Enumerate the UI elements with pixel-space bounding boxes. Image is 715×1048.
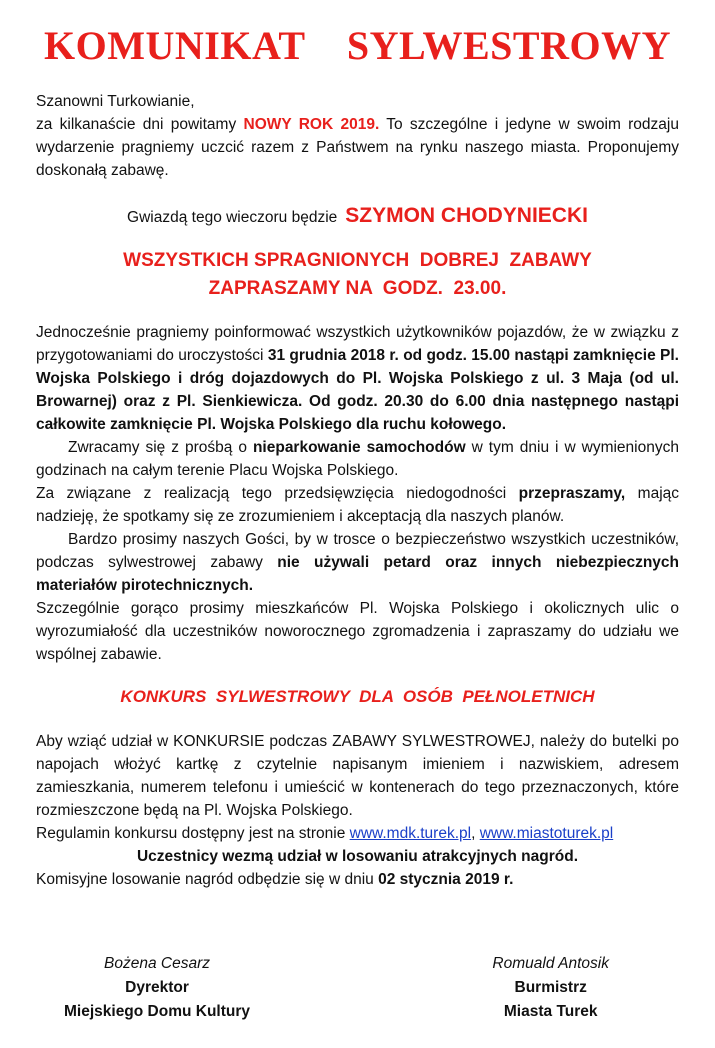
no-parking-bold: nieparkowanie samochodów [252,439,466,456]
mdk-link[interactable]: www.mdk.turek.pl [349,825,472,842]
page [0,24,715,1048]
notice-paragraph-parking [36,436,679,482]
intro-section [36,90,679,182]
notice-text: Jednocześnie pragniemy poinformować wszystkich użytkowników pojazdów, że w związku z przygotowaniami do uroczystości [36,324,679,364]
fireworks-bold: nie używali petard oraz innych niebezpiecznych materiałów pirotechnicznych. [36,554,680,594]
signature-left-org: Miejskiego Domu Kultury [64,1003,251,1020]
draw-line [36,868,679,891]
star-line [36,204,679,229]
new-year-highlight: NOWY ROK 2019. [243,116,380,133]
notice-paragraph-residents: Szczególnie gorąco prosimy mieszkańców Pl. Wojska Polskiego i okolicznych ulic o wyrozumiałość dla uczestników noworocznego zgromadzenia i zapraszamy do udziału we wspólnej zabawie. [36,600,679,663]
star-label: Gwiazdą tego wieczoru będzie [127,209,338,226]
contest-rules-line [36,822,679,845]
intro-text-2: To szczególne i jedyne w swoim rodzaju wydarzenie pragniemy uczcić razem z Państwem na rynku naszego miasta. Proponujemy doskonałą zabawę. [36,116,679,179]
signature-right-role: Burmistrz [514,979,587,996]
signature-right-org: Miasta Turek [503,1003,598,1020]
signature-right-name: Romuald Antosik [492,955,609,972]
invitation-line-2: ZAPRASZAMY NA GODZ. 23.00. [208,278,507,299]
greeting: Szanowni Turkowianie, [36,93,195,110]
signature-right [492,952,609,1024]
signature-left-name: Bożena Cesarz [104,955,210,972]
contest-heading: KONKURS SYLWESTROWY DLA OSÓB PEŁNOLETNICH [120,687,595,706]
draw-text: Komisyjne losowanie nagród odbędzie się w dniu [36,871,379,888]
notice-text: Zwracamy się z prośbą o [68,439,253,456]
notice-paragraph-apology [36,482,679,528]
star-name: SZYMON CHODYNIECKI [345,204,588,227]
invitation-heading [36,247,679,303]
notice-text: Bardzo prosimy naszych Gości, by w trosce o bezpieczeństwo wszystkich uczestników, podczas sylwestrowej zabawy [36,531,679,571]
notice-text: w tym dniu i w wymienionych godzinach na całym terenie Placu Wojska Polskiego. [36,439,679,479]
signature-left [64,952,250,1024]
signature-left-role: Dyrektor [125,979,189,996]
notice-paragraph-fireworks [36,528,679,597]
intro-text-1: za kilkanaście dni powitamy [36,116,244,133]
link-separator: , [471,825,480,842]
intro-paragraph [36,113,679,182]
rules-text: Regulamin konkursu dostępny jest na stronie [36,825,350,842]
notice-section [36,321,679,666]
miastoturek-link[interactable]: www.miastoturek.pl [479,825,614,842]
page-title: KOMUNIKAT SYLWESTROWY [44,23,671,68]
invitation-line-1: WSZYSTKICH SPRAGNIONYCH DOBREJ ZABAWY [123,250,592,271]
notice-text: mając nadzieję, że spotkamy się ze zrozumieniem i akceptacją dla naszych planów. [36,485,680,525]
contest-paragraph: Aby wziąć udział w KONKURSIE podczas ZABAWY SYLWESTROWEJ, należy do butelki po napojach włożyć kartkę z czytelnie napisanym imieniem i nazwiskiem, adresem zamieszkania, numerem telefonu i umieścić w kontenerach do tego przeznaczonych, które rozmieszczone będą na Pl. Wojska Polskiego. [36,733,679,819]
notice-paragraph-closure [36,321,679,436]
notice-text: Za związane z realizacją tego przedsięwzięcia niedogodności [36,485,519,502]
notice-closure-bold: 31 grudnia 2018 r. od godz. 15.00 nastąpi zamknięcie Pl. Wojska Polskiego i dróg dojazdowych do Pl. Wojska Polskiego z ul. 3 Maja (od ul. Browarnej) oraz z Pl. Sienkiewicza. Od godz. 20.30 do 6.00 dnia następnego nastąpi całkowite zamknięcie Pl. Wojska Polskiego dla ruchu kołowego. [36,347,679,433]
signatures [36,952,679,1024]
apology-bold: przepraszamy, [518,485,626,502]
draw-date: 02 stycznia 2019 r. [378,871,514,888]
contest-section [36,730,679,891]
prizes-line: Uczestnicy wezmą udział w losowaniu atrakcyjnych nagród. [136,848,579,865]
